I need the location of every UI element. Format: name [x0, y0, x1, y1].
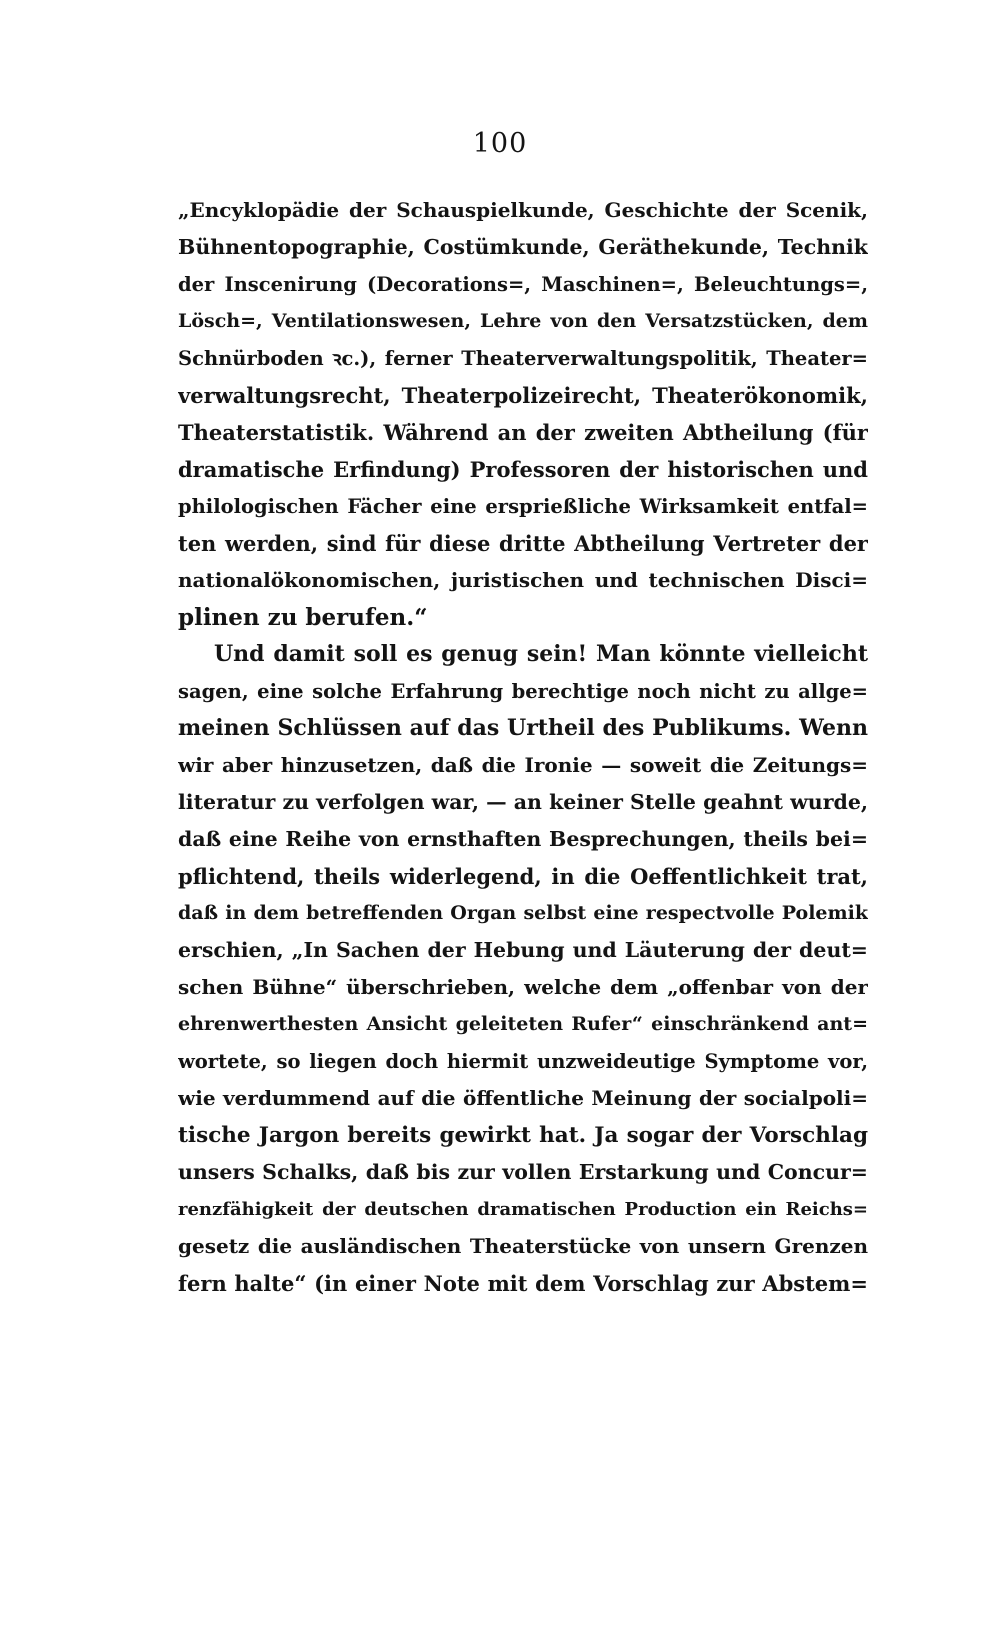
text-line: Bühnentopographie, Costümkunde, Geräthekunde, Technik — [178, 235, 868, 259]
text-line: dramatische Erfindung) Professoren der historischen und — [178, 457, 868, 482]
text-line: renzfähigkeit der deutschen dramatischen Production ein Reichs= — [178, 1199, 868, 1220]
text-line: verwaltungsrecht, Theaterpolizeirecht, Theaterökonomik, — [178, 383, 868, 408]
text-line: Schnürboden ꝛc.), ferner Theaterverwaltungspolitik, Theater= — [178, 347, 868, 370]
text-line: „Encyklopädie der Schauspielkunde, Geschichte der Scenik, — [178, 198, 868, 222]
text-line: meinen Schlüssen auf das Urtheil des Publikums. Wenn — [178, 715, 868, 741]
text-line: gesetz die ausländischen Theaterstücke von unsern Grenzen — [178, 1234, 868, 1258]
text-line: pflichtend, theils widerlegend, in die Oeffentlichkeit trat, — [178, 864, 868, 889]
text-line: ten werden, sind für diese dritte Abtheilung Vertreter der — [178, 531, 868, 556]
text-line: sagen, eine solche Erfahrung berechtige noch nicht zu allge= — [178, 680, 868, 703]
page-number: 100 — [472, 128, 528, 159]
text-line: fern halte“ (in einer Note mit dem Vorschlag zur Abstem= — [178, 1271, 868, 1296]
text-line: der Inscenirung (Decorations=, Maschinen=, Beleuchtungs=, — [178, 273, 868, 296]
text-line: daß eine Reihe von ernsthaften Besprechungen, theils bei= — [178, 827, 868, 851]
text-line: philologischen Fächer eine ersprießliche Wirksamkeit entfal= — [178, 495, 868, 518]
body-text — [178, 192, 868, 1302]
text-line: tische Jargon bereits gewirkt hat. Ja sogar der Vorschlag — [178, 1123, 868, 1148]
text-line: wie verdummend auf die öffentliche Meinung der socialpoli= — [178, 1086, 868, 1110]
text-line: daß in dem betreffenden Organ selbst eine respectvolle Polemik — [178, 902, 868, 924]
text-line: plinen zu berufen.“ — [178, 604, 428, 631]
paragraph-start-line: Und damit soll es genug sein! Man könnte vielleicht — [214, 641, 868, 667]
text-line: nationalökonomischen, juristischen und technischen Disci= — [178, 568, 868, 592]
text-line: wortete, so liegen doch hiermit unzweideutige Symptome vor, — [178, 1050, 868, 1073]
text-line: literatur zu verfolgen war, — an keiner Stelle geahnt wurde, — [178, 790, 868, 814]
text-line: unsers Schalks, daß bis zur vollen Erstarkung und Concur= — [178, 1160, 868, 1184]
text-line: wir aber hinzusetzen, daß die Ironie — soweit die Zeitungs= — [178, 753, 868, 777]
text-line: erschien, „In Sachen der Hebung und Läuterung der deut= — [178, 938, 868, 962]
text-line: ehrenwerthesten Ansicht geleiteten Rufer“ einschränkend ant= — [178, 1013, 868, 1035]
text-line: Theaterstatistik. Während an der zweiten Abtheilung (für — [178, 420, 868, 445]
text-line: schen Bühne“ überschrieben, welche dem „offenbar von der — [178, 975, 868, 999]
text-line: Lösch=, Ventilationswesen, Lehre von den Versatzstücken, dem — [178, 310, 868, 332]
